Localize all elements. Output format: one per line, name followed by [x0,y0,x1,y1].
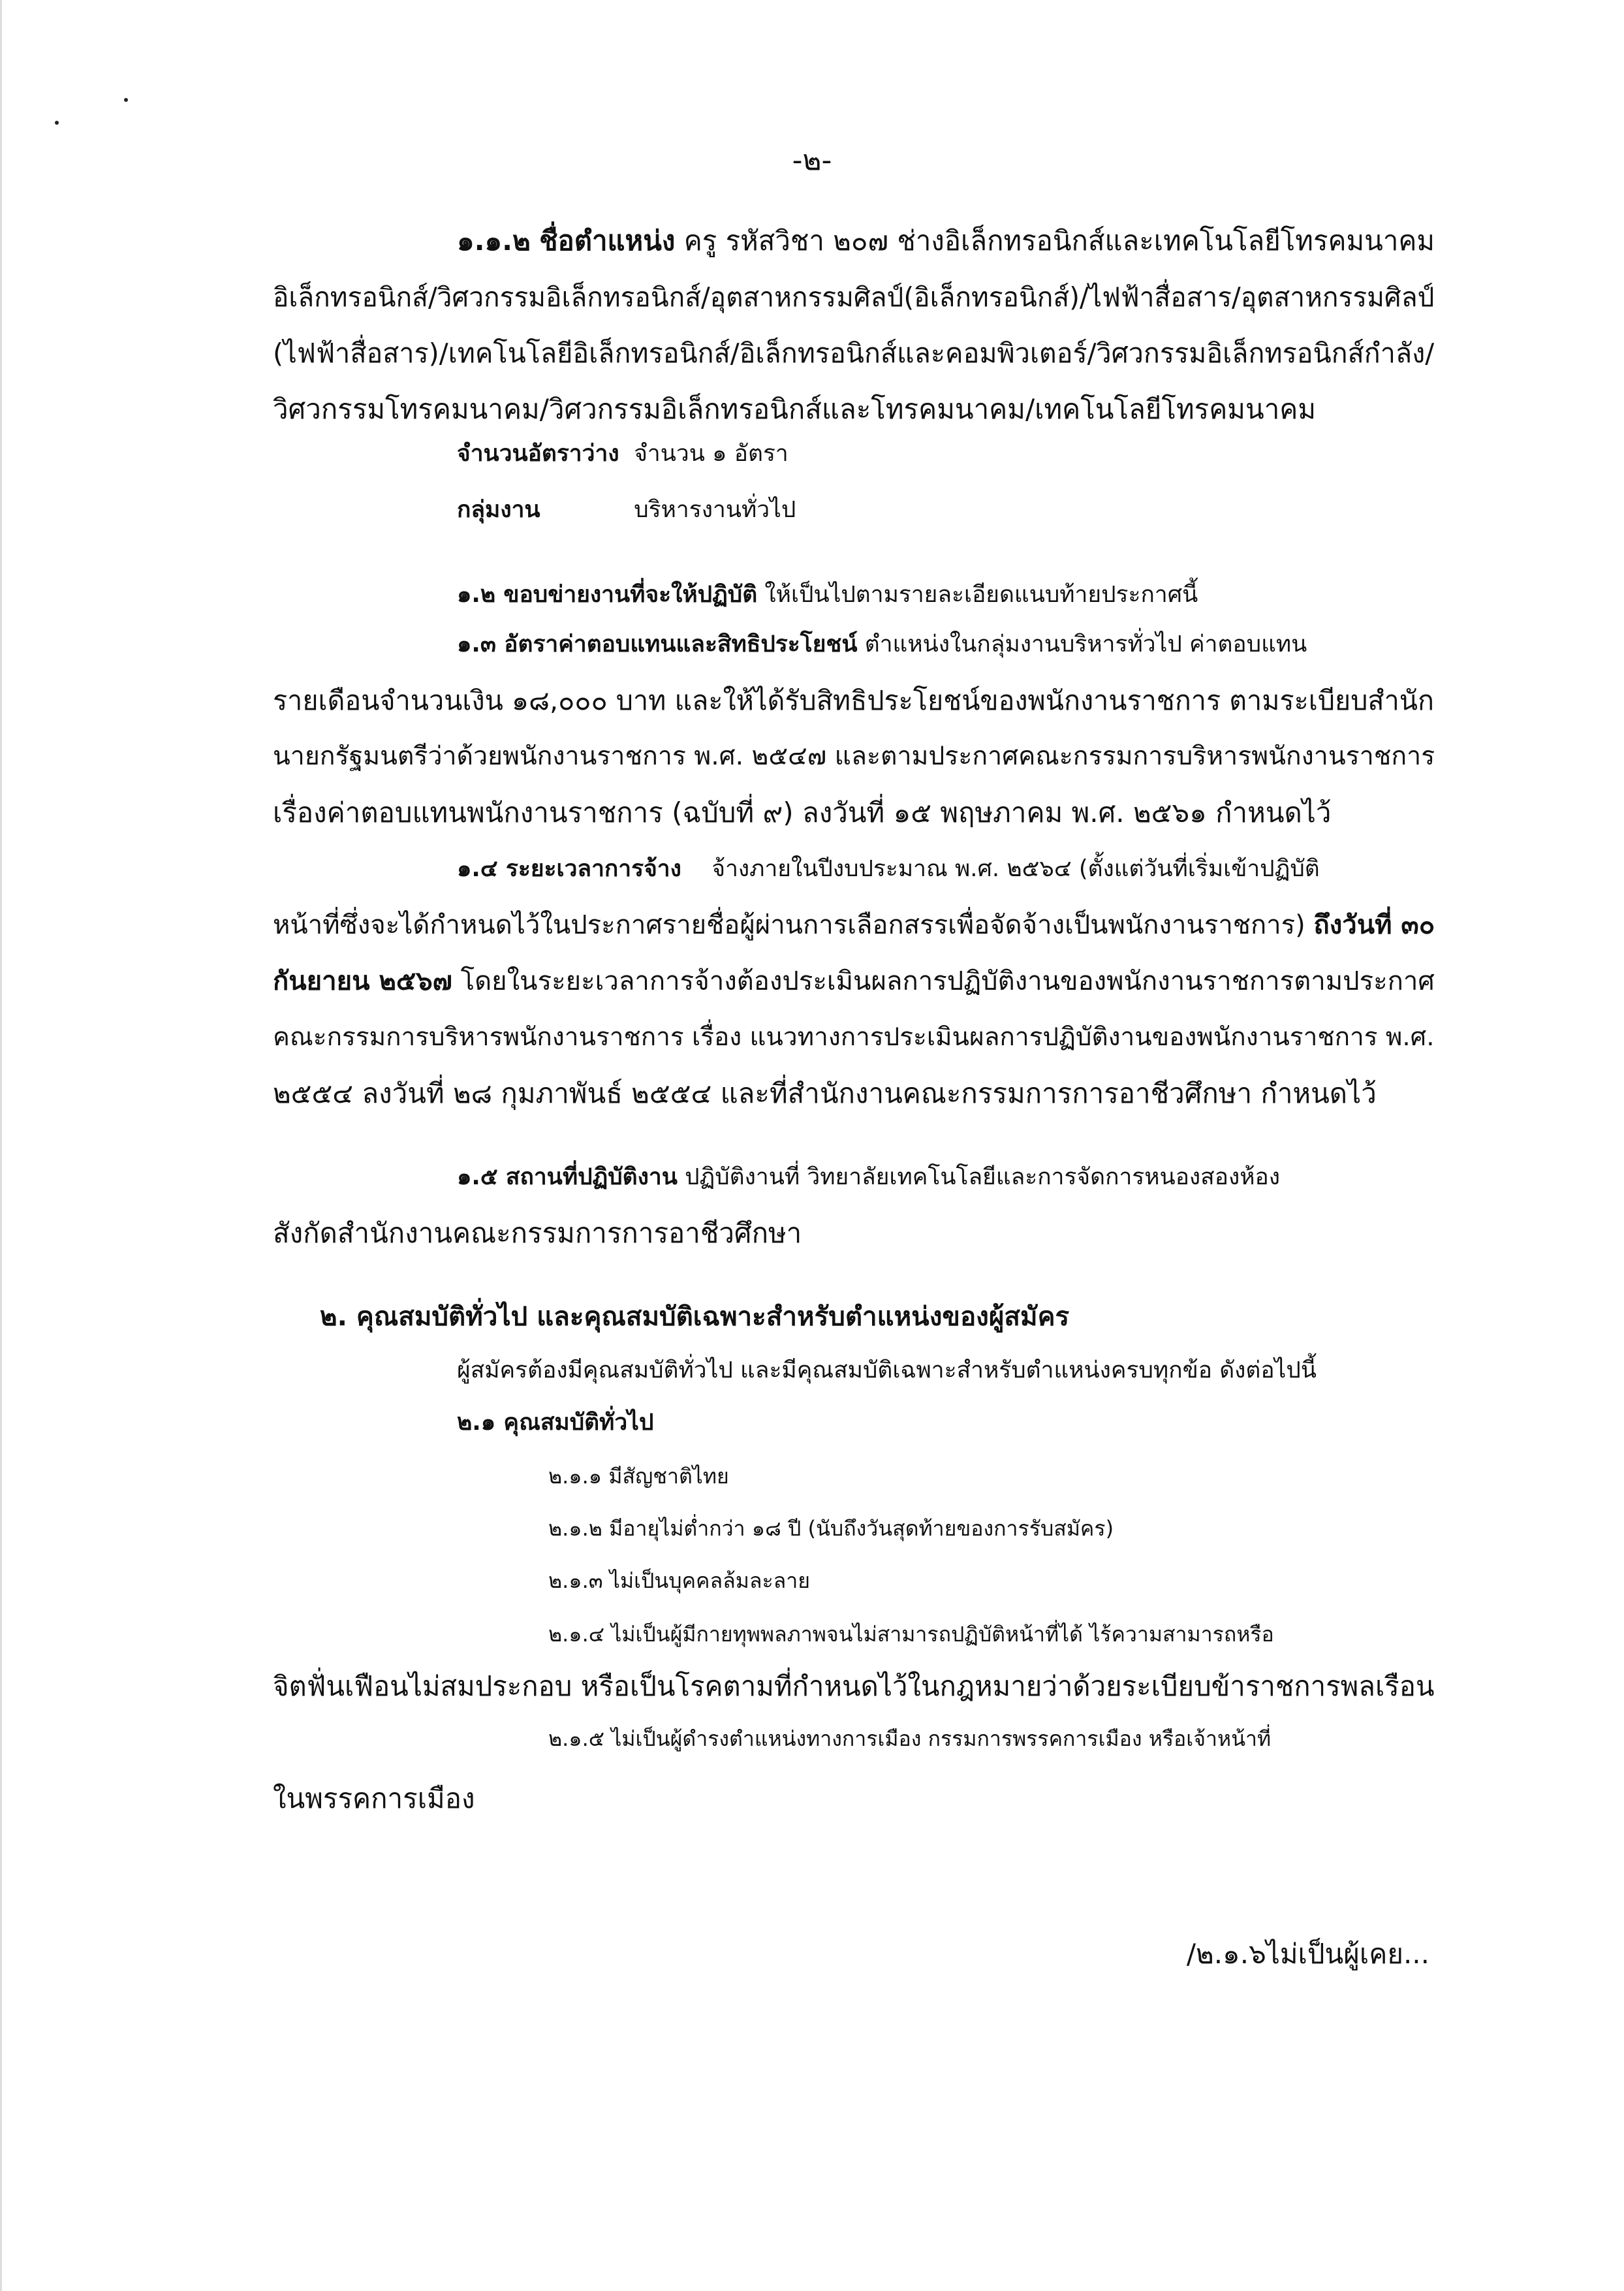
scan-speck [55,121,59,125]
sec-1-5-line2: สังกัดสำนักงานคณะกรรมการการอาชีวศึกษา [273,1217,802,1249]
sec-1-4-line2-text: หน้าที่ซึ่งจะได้กำหนดไว้ในประกาศรายชื่อผู้ผ่านการเลือกสรรเพื่อจัดจ้างเป็นพนักงานราชการ) [273,910,1305,940]
sec-1-3-line2: รายเดือนจำนวนเงิน ๑๘,๐๐๐ บาท และให้ได้รับสิทธิประโยชน์ของพนักงานราชการ ตามระเบียบสำนัก [273,685,1434,716]
sec-1-4-line2 [273,897,1435,953]
sec-1-1-2-line4: วิศวกรรมโทรคมนาคม/วิศวกรรมอิเล็กทรอนิกส์และโทรคมนาคม/เทคโนโลยีโทรคมนาคม [273,393,1317,425]
sec-1-4-line5: ๒๕๕๔ ลงวันที่ ๒๘ กุมภาพันธ์ ๒๕๕๔ และที่สำนักงานคณะกรรมการการอาชีวศึกษา กำหนดไว้ [273,1077,1377,1109]
group-row [457,482,1619,538]
sec-1-4-line3 [273,953,1435,1009]
scan-speck [124,98,128,102]
sec-1-1-2-line2: อิเล็กทรอนิกส์/วิศวกรรมอิเล็กทรอนิกส์/อุตสาหกรรมศิลป์(อิเล็กทรอนิกส์)/ไฟฟ้าสื่อสาร/อุตสาหกรรมศิลป์ [273,281,1435,313]
sec-1-3-text: ตำแหน่งในกลุ่มงานบริหารทั่วไป ค่าตอบแทน [864,631,1307,657]
vacancy-value: จำนวน ๑ อัตรา [634,440,789,467]
sec-1-1-2-number: ๑.๑.๒ [457,225,531,257]
sec-1-1-2-line1 [457,213,1436,269]
sec-1-2 [457,567,1619,623]
sec-2-heading: ๒. คุณสมบัติทั่วไป และคุณสมบัติเฉพาะสำหรับตำแหน่งของผู้สมัคร [320,1301,1070,1332]
sec-2-1-2: ๒.๑.๒ มีอายุไม่ต่ำกว่า ๑๘ ปี (นับถึงวันสุดท้ายของการรับสมัคร) [548,1516,1114,1541]
sec-1-2-text: ให้เป็นไปตามรายละเอียดแนบท้ายประกาศนี้ [764,581,1198,608]
page-number: -๒- [792,144,832,177]
sec-1-4-heading: ๑.๔ ระยะเวลาการจ้าง [457,855,681,882]
vacancy-label: จำนวนอัตราว่าง [457,440,619,467]
sec-1-4-end-date: กันยายน ๒๕๖๗ [273,966,452,996]
group-label: กลุ่มงาน [457,496,540,523]
sec-1-4-line1 [457,841,1619,897]
sec-2-1-5-line1: ๒.๑.๕ ไม่เป็นผู้ดำรงตำแหน่งทางการเมือง กรรมการพรรคการเมือง หรือเจ้าหน้าที่ [548,1726,1272,1751]
sec-1-3-line1 [457,616,1619,672]
vacancy-row [457,426,1619,482]
sec-1-3-heading: ๑.๓ อัตราค่าตอบแทนและสิทธิประโยชน์ [457,631,858,657]
sec-1-4-text: จ้างภายในปีงบประมาณ พ.ศ. ๒๕๖๔ (ตั้งแต่วันที่เริ่มเข้าปฏิบัติ [711,855,1320,882]
sec-1-3-line4: เรื่องค่าตอบแทนพนักงานราชการ (ฉบับที่ ๙) ลงวันที่ ๑๕ พฤษภาคม พ.ศ. ๒๕๖๑ กำหนดไว้ [273,797,1332,829]
sec-2-1-1: ๒.๑.๑ มีสัญชาติไทย [548,1464,729,1489]
sec-2-1-5-line2: ในพรรคการเมือง [273,1782,475,1814]
sec-1-4-line4: คณะกรรมการบริหารพนักงานราชการ เรื่อง แนวทางการประเมินผลการปฏิบัติงานของพนักงานราชการ พ.ศ. [273,1022,1435,1052]
sec-2-1-4-line1: ๒.๑.๔ ไม่เป็นผู้มีกายทุพพลภาพจนไม่สามารถปฏิบัติหน้าที่ได้ ไร้ความสามารถหรือ [548,1622,1274,1647]
scan-edge-mark [0,0,2,2291]
sec-1-2-heading: ๑.๒ ขอบข่ายงานที่จะให้ปฏิบัติ [457,581,758,608]
sec-1-1-2-line3: (ไฟฟ้าสื่อสาร)/เทคโนโลยีอิเล็กทรอนิกส์/อิเล็กทรอนิกส์และคอมพิวเตอร์/วิศวกรรมอิเล็กทรอนิกส์กำลัง/ [273,338,1435,369]
group-value: บริหารงานทั่วไป [634,496,796,523]
sec-1-4-end-date-label: ถึงวันที่ ๓๐ [1313,910,1435,940]
sec-1-5-heading: ๑.๕ สถานที่ปฏิบัติงาน [457,1163,678,1190]
sec-1-3-line3: นายกรัฐมนตรีว่าด้วยพนักงานราชการ พ.ศ. ๒๕๔๗ และตามประกาศคณะกรรมการบริหารพนักงานราชการ [273,742,1435,771]
sec-2-1-4-line2: จิตฟั่นเฟือนไม่สมประกอบ หรือเป็นโรคตามที่กำหนดไว้ในกฎหมายว่าด้วยระเบียบข้าราชการพลเรือน [273,1670,1435,1702]
sec-1-1-2-label: ชื่อตำแหน่ง [539,225,676,257]
sec-1-4-line3-text: โดยในระยะเวลาการจ้างต้องประเมินผลการปฏิบัติงานของพนักงานราชการตามประกาศ [460,966,1435,996]
continuation-note: /๒.๑.๖ไม่เป็นผู้เคย... [1186,1938,1429,1970]
sec-1-1-2-text: ครู รหัสวิชา ๒๐๗ ช่างอิเล็กทรอนิกส์และเทคโนโลยีโทรคมนาคม [683,225,1435,257]
sec-2-intro: ผู้สมัครต้องมีคุณสมบัติทั่วไป และมีคุณสมบัติเฉพาะสำหรับตำแหน่งครบทุกข้อ ดังต่อไปนี้ [457,1357,1317,1383]
sec-2-1-heading: ๒.๑ คุณสมบัติทั่วไป [457,1409,654,1436]
sec-2-1-3: ๒.๑.๓ ไม่เป็นบุคคลล้มละลาย [548,1568,811,1593]
sec-1-5-text: ปฏิบัติงานที่ วิทยาลัยเทคโนโลยีและการจัดการหนองสองห้อง [685,1163,1280,1190]
sec-1-5-line1 [457,1149,1619,1205]
